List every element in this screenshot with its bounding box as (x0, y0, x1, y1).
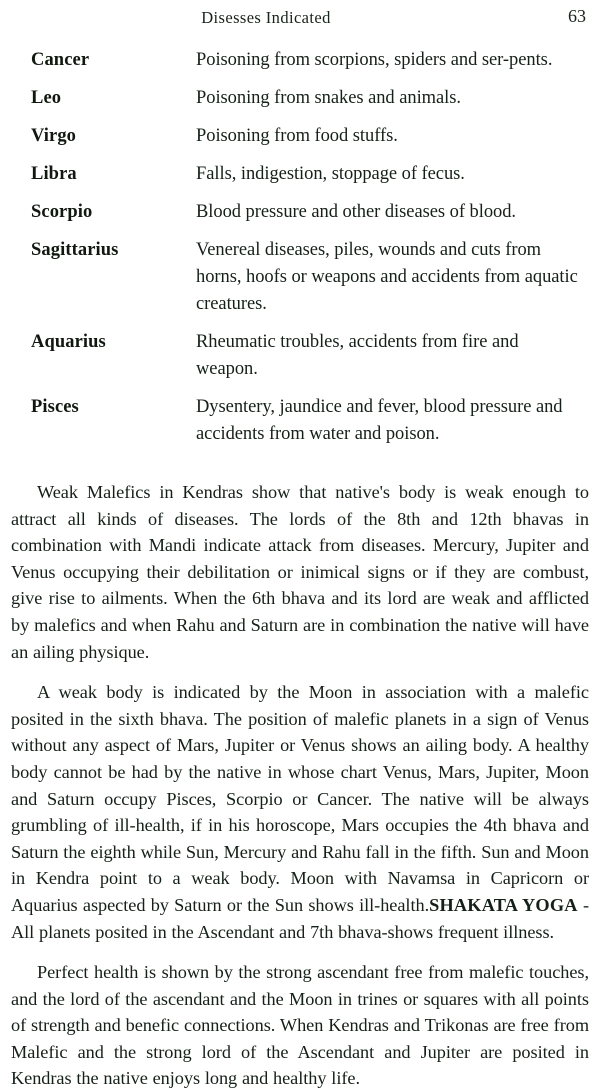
paragraph-weak-malefics: Weak Malefics in Kendras show that native's body is weak enough to attract all kinds of diseases. The lords of the 8th and 12th bhavas in combination with Mandi indicate attack from diseases. Mercury, Jupiter and Venus occupying their debilitation or inimical signs or if they are combust, give rise to ailments. When the 6th bhava and its lord are weak and afflicted by malefics and when Rahu and Saturn are in combination the native will have an ailing physique. (11, 482, 589, 662)
zodiac-sign-label: Sagittarius (31, 240, 119, 260)
disease-description: Blood pressure and other diseases of blood. (196, 202, 516, 222)
page-number: 63 (568, 6, 586, 26)
list-item (0, 199, 600, 226)
zodiac-sign-label: Virgo (31, 126, 77, 146)
disease-description: Poisoning from snakes and animals. (196, 88, 461, 108)
disease-description: Venereal diseases, piles, wounds and cuts from horns, hoofs or weapons and accidents from aquatic creatures. (196, 240, 578, 314)
list-item (0, 161, 600, 188)
list-item (0, 123, 600, 150)
running-head-title: Disesses Indicated (201, 8, 331, 27)
zodiac-sign-label: Libra (31, 164, 77, 184)
disease-description: Poisoning from scorpions, spiders and ser-pents. (196, 50, 553, 70)
list-item (0, 47, 600, 74)
paragraph-weak-body (11, 679, 589, 945)
zodiac-sign-label: Scorpio (31, 202, 93, 222)
disease-description: Poisoning from food stuffs. (196, 126, 398, 146)
disease-description: Rheumatic troubles, accidents from fire and weapon. (196, 332, 519, 379)
shakata-yoga-heading: SHAKATA YOGA (429, 894, 578, 915)
shakata-yoga-description: - All planets posited in the Ascendant and 7th bhava-shows frequent illness. (11, 894, 589, 942)
list-item (0, 394, 600, 448)
paragraph-weak-body-text: A weak body is indicated by the Moon in association with a malefic posited in the sixth bhava. The position of malefic planets in a sign of Venus without any aspect of Mars, Jupiter or Venus shows an ailing body. A healthy body cannot be had by the native in whose chart Venus, Mars, Jupiter, Moon and Saturn occupy Pisces, Scorpio or Cancer. The native will be always grumbling of ill-health, if in his horoscope, Mars occupies the 4th bhava and Saturn the eighth while Sun, Mercury and Rahu fall in the fifth. Sun and Moon in Kendra point to a weak body. Moon with Navamsa in Capricorn or Aquarius aspected by Saturn or the Sun shows ill-health. (11, 682, 589, 915)
zodiac-sign-label: Aquarius (31, 332, 106, 352)
zodiac-sign-label: Leo (31, 88, 62, 108)
paragraph-perfect-health: Perfect health is shown by the strong ascendant free from malefic touches, and the lord of the ascendant and the Moon in trines or squares with all points of strength and benefic connections. When Kendras and Trikonas are free from Malefic and the strong lord of the Ascendant and Jupiter are posited in Kendras the native enjoys long and healthy life. (11, 962, 589, 1089)
running-head (0, 8, 600, 34)
disease-description: Dysentery, jaundice and fever, blood pressure and accidents from water and poison. (196, 397, 563, 444)
body-text (11, 479, 589, 1092)
disease-description: Falls, indigestion, stoppage of fecus. (196, 164, 465, 184)
zodiac-sign-label: Pisces (31, 397, 79, 417)
list-item (0, 329, 600, 383)
list-item (0, 85, 600, 112)
zodiac-sign-label: Cancer (31, 50, 90, 70)
list-item (0, 237, 600, 318)
zodiac-disease-list (0, 47, 600, 459)
